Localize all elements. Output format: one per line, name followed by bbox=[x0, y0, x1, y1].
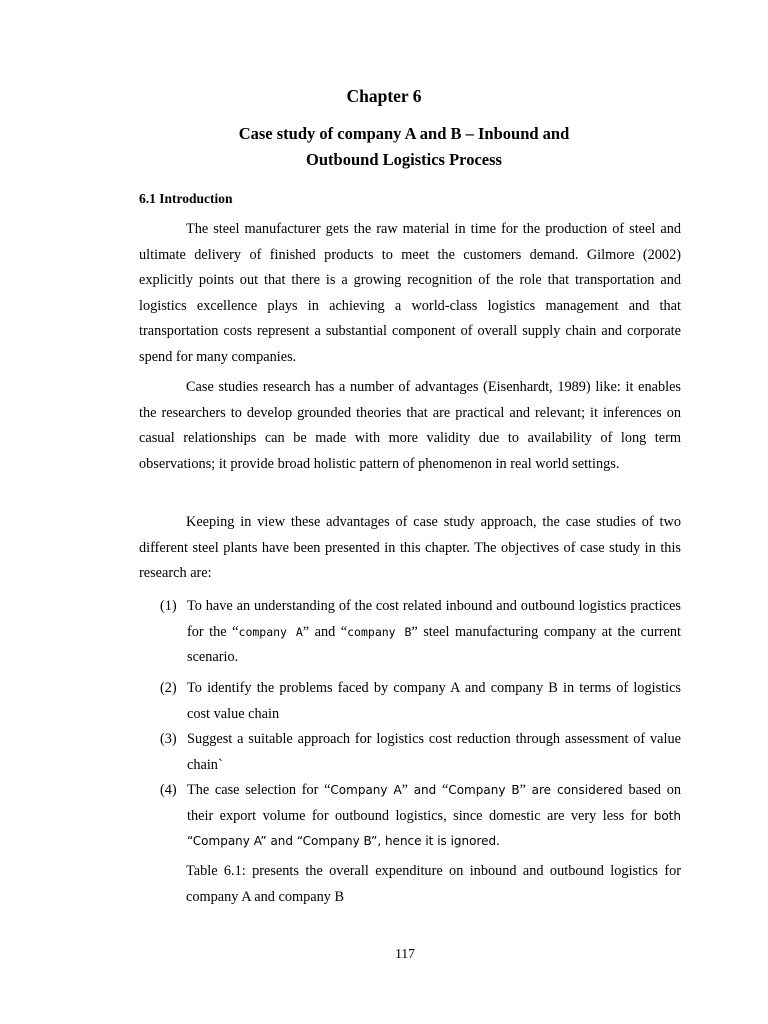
objective-text-part: The case selection for “ bbox=[187, 782, 331, 798]
objective-text-part: ” bbox=[519, 782, 532, 798]
objective-text bbox=[187, 594, 681, 671]
chapter-title-line-2: Outbound Logistics Process bbox=[306, 150, 502, 169]
objective-text bbox=[187, 778, 681, 855]
company-a-name: company A bbox=[238, 624, 303, 639]
objective-text-part: ” and “ bbox=[302, 623, 348, 640]
paragraph-advantages: Case studies research has a number of advantages (Eisenhardt, 1989) like: it enables the researchers to develop grounded theories that are practical and relevant; it inferences on casual relationships can be made with more validity due to availability of long term observations; it provide broad holistic pattern of phenomenon in real world settings. bbox=[139, 379, 681, 472]
objective-text-part: are considered bbox=[531, 783, 623, 797]
chapter-label: Chapter 6 bbox=[346, 86, 422, 106]
section-heading: 6.1 Introduction bbox=[139, 191, 233, 206]
objective-item-3 bbox=[160, 727, 681, 778]
page-number: 117 bbox=[395, 946, 415, 961]
objective-text-part: “ bbox=[436, 782, 449, 798]
objective-text-part: To have an understanding of the cost related inbound and outbound logistics practices for the “ bbox=[187, 598, 681, 640]
objective-item-4 bbox=[160, 778, 681, 855]
objective-text-part: both “Company A” and “Company B”, hence it is ignored. bbox=[187, 808, 681, 849]
table-reference-note: Table 6.1: presents the overall expenditure on inbound and outbound logistics for company A and company B bbox=[186, 863, 681, 905]
objective-text-part: and bbox=[413, 783, 437, 797]
objective-number: (3) bbox=[160, 731, 177, 747]
objective-number: (2) bbox=[160, 680, 177, 696]
paragraph-introduction: The steel manufacturer gets the raw material in time for the production of steel and ultimate delivery of finished products to meet the customers demand. Gilmore (2002) explicitly points out that there is a growing recognition of the role that transportation and logistics excellence plays in achieving a world-class logistics management and that transportation costs represent a substantial component of overall supply chain and corporate spend for many companies. bbox=[139, 221, 681, 365]
paragraph-objectives-intro: Keeping in view these advantages of case study approach, the case studies of two different steel plants have been presented in this chapter. The objectives of case study in this research are: bbox=[139, 514, 681, 582]
objective-text: Suggest a suitable approach for logistics cost reduction through assessment of value chain` bbox=[187, 731, 681, 773]
chapter-title-line-1: Case study of company A and B – Inbound and bbox=[238, 124, 570, 143]
objective-text-part: based on their export volume for outbound logistics, since domestic are very less for bbox=[187, 782, 682, 824]
objective-text-part: ” steel manufacturing company at the current scenario. bbox=[187, 623, 682, 666]
objective-number: (4) bbox=[160, 782, 177, 798]
chapter-title bbox=[0, 121, 768, 173]
objective-item-2 bbox=[160, 676, 681, 727]
company-b-name: Company B bbox=[448, 783, 520, 797]
objective-text: To identify the problems faced by company A and company B in terms of logistics cost value chain bbox=[187, 680, 681, 722]
objective-number: (1) bbox=[160, 598, 177, 614]
company-b-name: company B bbox=[347, 624, 412, 639]
objective-item-1 bbox=[160, 594, 681, 671]
company-a-name: Company A bbox=[330, 783, 402, 797]
objective-text-part: ” bbox=[401, 782, 414, 798]
